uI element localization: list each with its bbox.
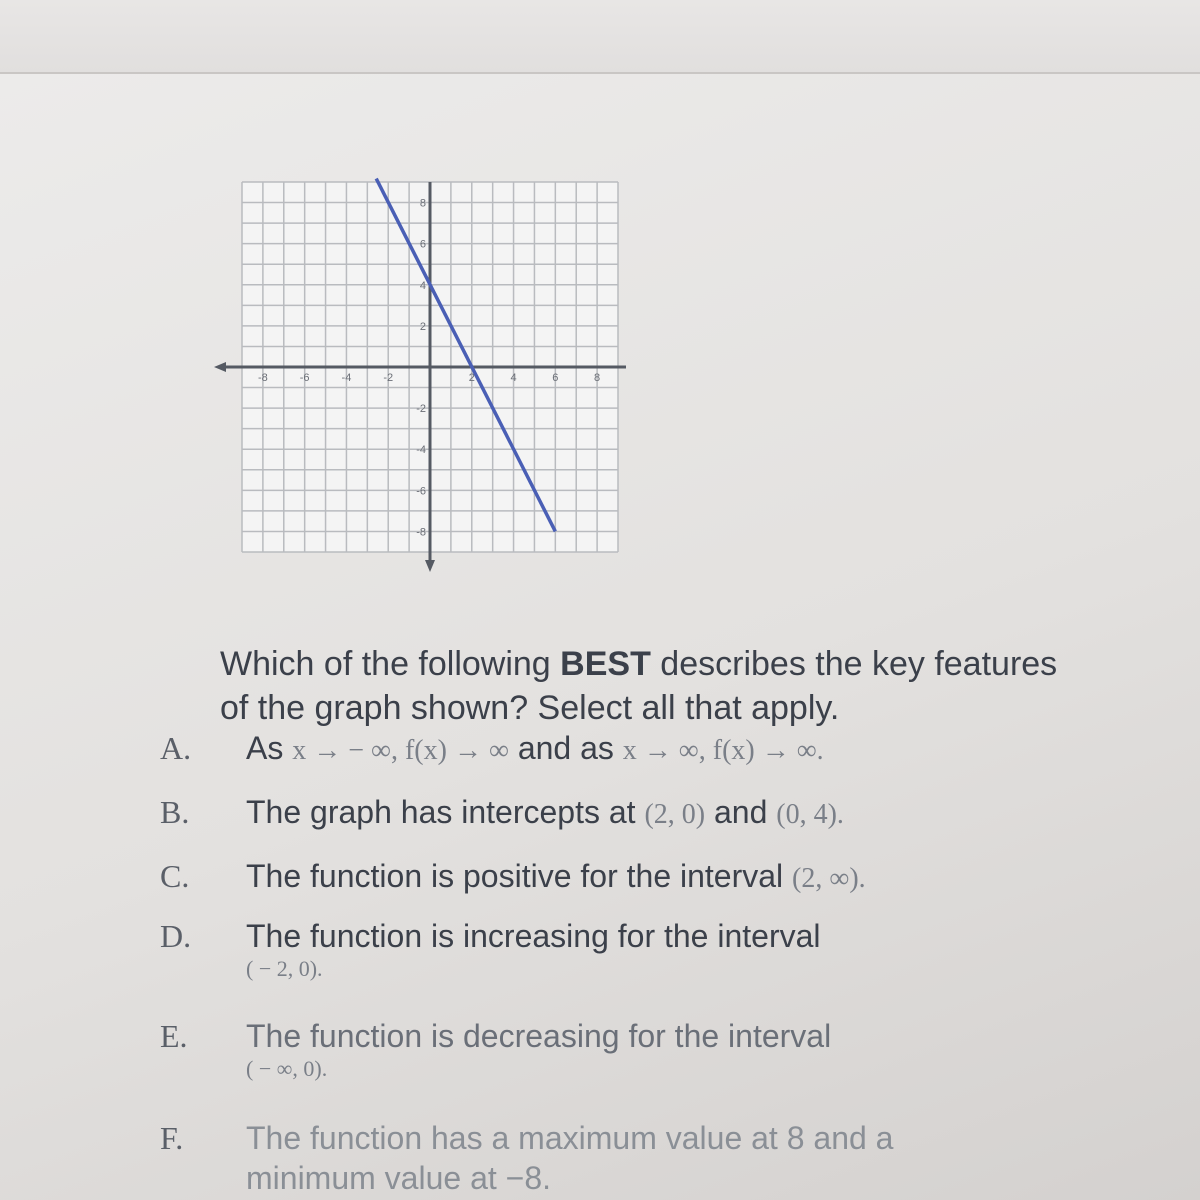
x-tick-label: -4 (341, 372, 352, 384)
x-tick-label: -6 (299, 372, 310, 384)
question-emphasis: BEST (560, 645, 651, 683)
option-d-math-1: ( − 2, 0). (246, 956, 323, 981)
y-tick-label: -4 (416, 444, 426, 457)
graph-svg (210, 152, 650, 582)
y-tick-label: 2 (419, 320, 426, 333)
option-e-math-1: ( − ∞, 0). (246, 1056, 328, 1081)
option-letter: C. (160, 858, 190, 894)
function-graph (210, 152, 650, 582)
option-letter: A. (160, 730, 192, 766)
option-a-math-2: x → ∞, f(x) → ∞. (622, 735, 824, 766)
x-tick-label: 8 (594, 372, 601, 384)
y-tick-label: 6 (419, 238, 426, 251)
option-text (246, 1118, 1006, 1198)
option-b-text-1: The graph has intercepts at (246, 794, 645, 830)
option-letter: E. (160, 1018, 188, 1054)
question-text (220, 642, 1060, 730)
option-letter: F. (160, 1120, 184, 1156)
option-b-math-2: (0, 4). (776, 799, 844, 830)
option-a-text-1: As (246, 730, 293, 766)
y-tick-label: 8 (419, 197, 426, 210)
option-letter: B. (160, 794, 190, 830)
option-text (246, 916, 1066, 982)
option-text (246, 728, 1066, 771)
question-page (0, 74, 1200, 1200)
option-a-math-1: x → − ∞, f(x) → ∞ (292, 735, 509, 766)
y-axis-arrow-down (425, 560, 435, 572)
y-tick-label: -2 (416, 403, 426, 416)
option-b-math-1: (2, 0) (644, 799, 706, 830)
question-prefix: Which of the following (220, 645, 561, 683)
y-tick-label: -8 (416, 526, 426, 539)
x-tick-label: -2 (383, 372, 394, 384)
x-tick-label: 4 (510, 372, 517, 384)
question-suffix: describes the key features of the graph shown? Select all that apply. (220, 645, 1058, 727)
option-a-text-2: and as (508, 730, 623, 766)
option-text (246, 856, 1066, 899)
x-tick-label: -8 (257, 372, 268, 384)
y-tick-label: 4 (419, 279, 426, 292)
option-text (246, 1016, 1066, 1082)
option-text (246, 792, 1066, 835)
option-c-math-1: (2, ∞). (792, 863, 866, 894)
option-c-text-1: The function is positive for the interval (246, 858, 793, 894)
x-tick-label: 6 (552, 372, 559, 384)
x-tick-label: 2 (468, 372, 475, 384)
option-e-text-1: The function is decreasing for the interval (246, 1018, 832, 1054)
option-letter: D. (160, 918, 192, 954)
x-axis-arrow-left (214, 362, 226, 372)
browser-top-bar (0, 0, 1200, 74)
option-d-text-1: The function is increasing for the interval (246, 918, 821, 954)
option-b-text-2: and (705, 794, 777, 830)
option-f-text-1: The function has a maximum value at 8 and a minimum value at −8. (246, 1120, 894, 1196)
y-tick-label: -6 (416, 485, 426, 498)
